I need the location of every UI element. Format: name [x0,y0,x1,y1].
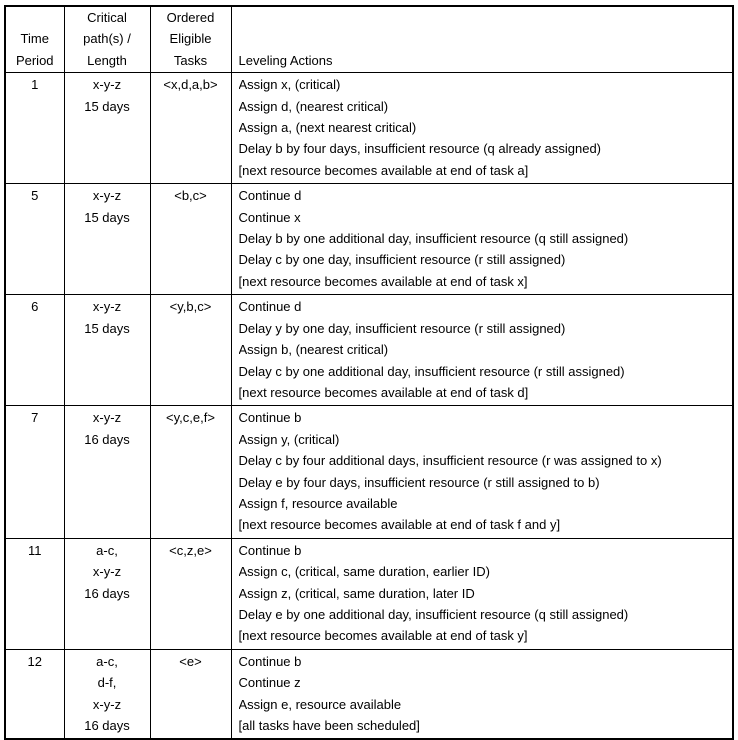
text-line: x-y-z [92,299,122,315]
text-line: Assign b, (nearest critical) [238,342,389,358]
eligible-tasks-cell [150,649,231,739]
table-row [5,184,733,295]
text-line: [all tasks have been scheduled] [238,718,420,733]
text-line: Assign a, (next nearest critical) [238,120,417,136]
text-line: Delay b by one additional day, insufficient resource (q still assigned) [238,231,629,247]
text-line: 16 days [84,585,130,601]
header-line: Leveling Actions [238,52,333,68]
critical-path-cell [64,73,150,184]
text-line: <y,c,e,f> [166,410,215,426]
text-line: 1 [31,77,39,93]
leveling-actions-cell [231,538,733,649]
eligible-tasks-cell [150,73,231,184]
critical-path-cell [64,184,150,295]
text-line: 6 [31,299,39,315]
eligible-tasks-cell [150,538,231,649]
text-line: [next resource becomes available at end of task y] [238,628,528,644]
text-line: Assign z, (critical, same duration, later ID [238,585,475,601]
text-line: x-y-z [92,410,122,426]
header-line: path(s) / [83,31,131,47]
text-line: Assign e, resource available [238,696,402,712]
header-line: Tasks [173,52,208,68]
text-line: [next resource becomes available at end of task x] [238,273,528,289]
leveling-actions-cell [231,184,733,295]
text-line: Continue x [238,209,301,225]
text-line: <c,z,e> [169,542,212,558]
resource-leveling-table [4,5,734,740]
eligible-tasks-cell [150,295,231,406]
time-period-cell [5,538,64,649]
text-line: Delay c by one additional day, insufficient resource (r still assigned) [238,363,625,379]
header-ordered-eligible-tasks [150,6,231,73]
text-line: Delay e by one additional day, insufficient resource (q still assigned) [238,606,629,622]
text-line: x-y-z [92,77,122,93]
table-row [5,406,733,538]
text-line: <y,b,c> [169,299,212,315]
header-line: Period [15,52,54,68]
eligible-tasks-cell [150,184,231,295]
leveling-actions-cell [231,73,733,184]
table-body [5,73,733,740]
text-line: [next resource becomes available at end of task a] [238,162,529,178]
text-line: x-y-z [92,188,122,204]
header-line: Eligible [169,31,212,47]
text-line: 11 [28,542,42,558]
header-time-period [5,6,64,73]
leveling-actions-cell [231,406,733,538]
time-period-cell [5,295,64,406]
text-line: Assign x, (critical) [238,77,341,93]
text-line: Continue z [238,675,301,691]
text-line: Delay b by four days, insufficient resource (q already assigned) [238,141,602,157]
leveling-actions-cell [231,649,733,739]
table-row [5,649,733,739]
header-leveling-actions [231,6,733,73]
text-line: <b,c> [174,188,207,204]
header-line: Ordered [166,10,215,25]
text-line: Delay c by one day, insufficient resource (r still assigned) [238,252,566,268]
text-line: Assign d, (nearest critical) [238,98,389,114]
text-line: <e> [179,653,202,669]
header-critical-path [64,6,150,73]
text-line: Assign c, (critical, same duration, earlier ID) [238,564,490,580]
critical-path-cell [64,295,150,406]
text-line: Delay c by four additional days, insufficient resource (r was assigned to x) [238,453,662,469]
leveling-actions-cell [231,295,733,406]
text-line: x-y-z [92,564,122,580]
header-line: Critical [87,10,127,25]
text-line: Continue b [238,653,302,669]
text-line: <x,d,a,b> [163,77,218,93]
eligible-tasks-cell [150,406,231,538]
text-line: 15 days [84,320,130,336]
header-line: Time [20,31,49,47]
text-line: Delay e by four days, insufficient resource (r still assigned to b) [238,474,600,490]
header-line: Length [87,52,127,68]
table-row [5,73,733,184]
critical-path-cell [64,649,150,739]
header-row [5,6,733,73]
text-line: Continue d [238,188,302,204]
text-line: 16 days [84,431,130,447]
text-line: [next resource becomes available at end of task f and y] [238,517,561,533]
critical-path-cell [64,406,150,538]
table-row [5,295,733,406]
time-period-cell [5,73,64,184]
text-line: Delay y by one day, insufficient resource (r still assigned) [238,320,566,336]
text-line: 12 [27,653,42,669]
text-line: a-c, [96,653,118,669]
table-row [5,538,733,649]
text-line: a-c, [96,542,118,558]
critical-path-cell [64,538,150,649]
text-line: d-f, [97,675,117,691]
time-period-cell [5,184,64,295]
text-line: 15 days [84,98,130,114]
text-line: 16 days [84,718,130,733]
time-period-cell [5,406,64,538]
text-line: Continue d [238,299,302,315]
text-line: Continue b [238,410,302,426]
time-period-cell [5,649,64,739]
text-line: 5 [31,188,39,204]
text-line: 15 days [84,209,130,225]
text-line: x-y-z [92,696,122,712]
text-line: Assign f, resource available [238,495,398,511]
text-line: Assign y, (critical) [238,431,340,447]
text-line: 7 [31,410,39,426]
text-line: Continue b [238,542,302,558]
text-line: [next resource becomes available at end of task d] [238,384,529,400]
